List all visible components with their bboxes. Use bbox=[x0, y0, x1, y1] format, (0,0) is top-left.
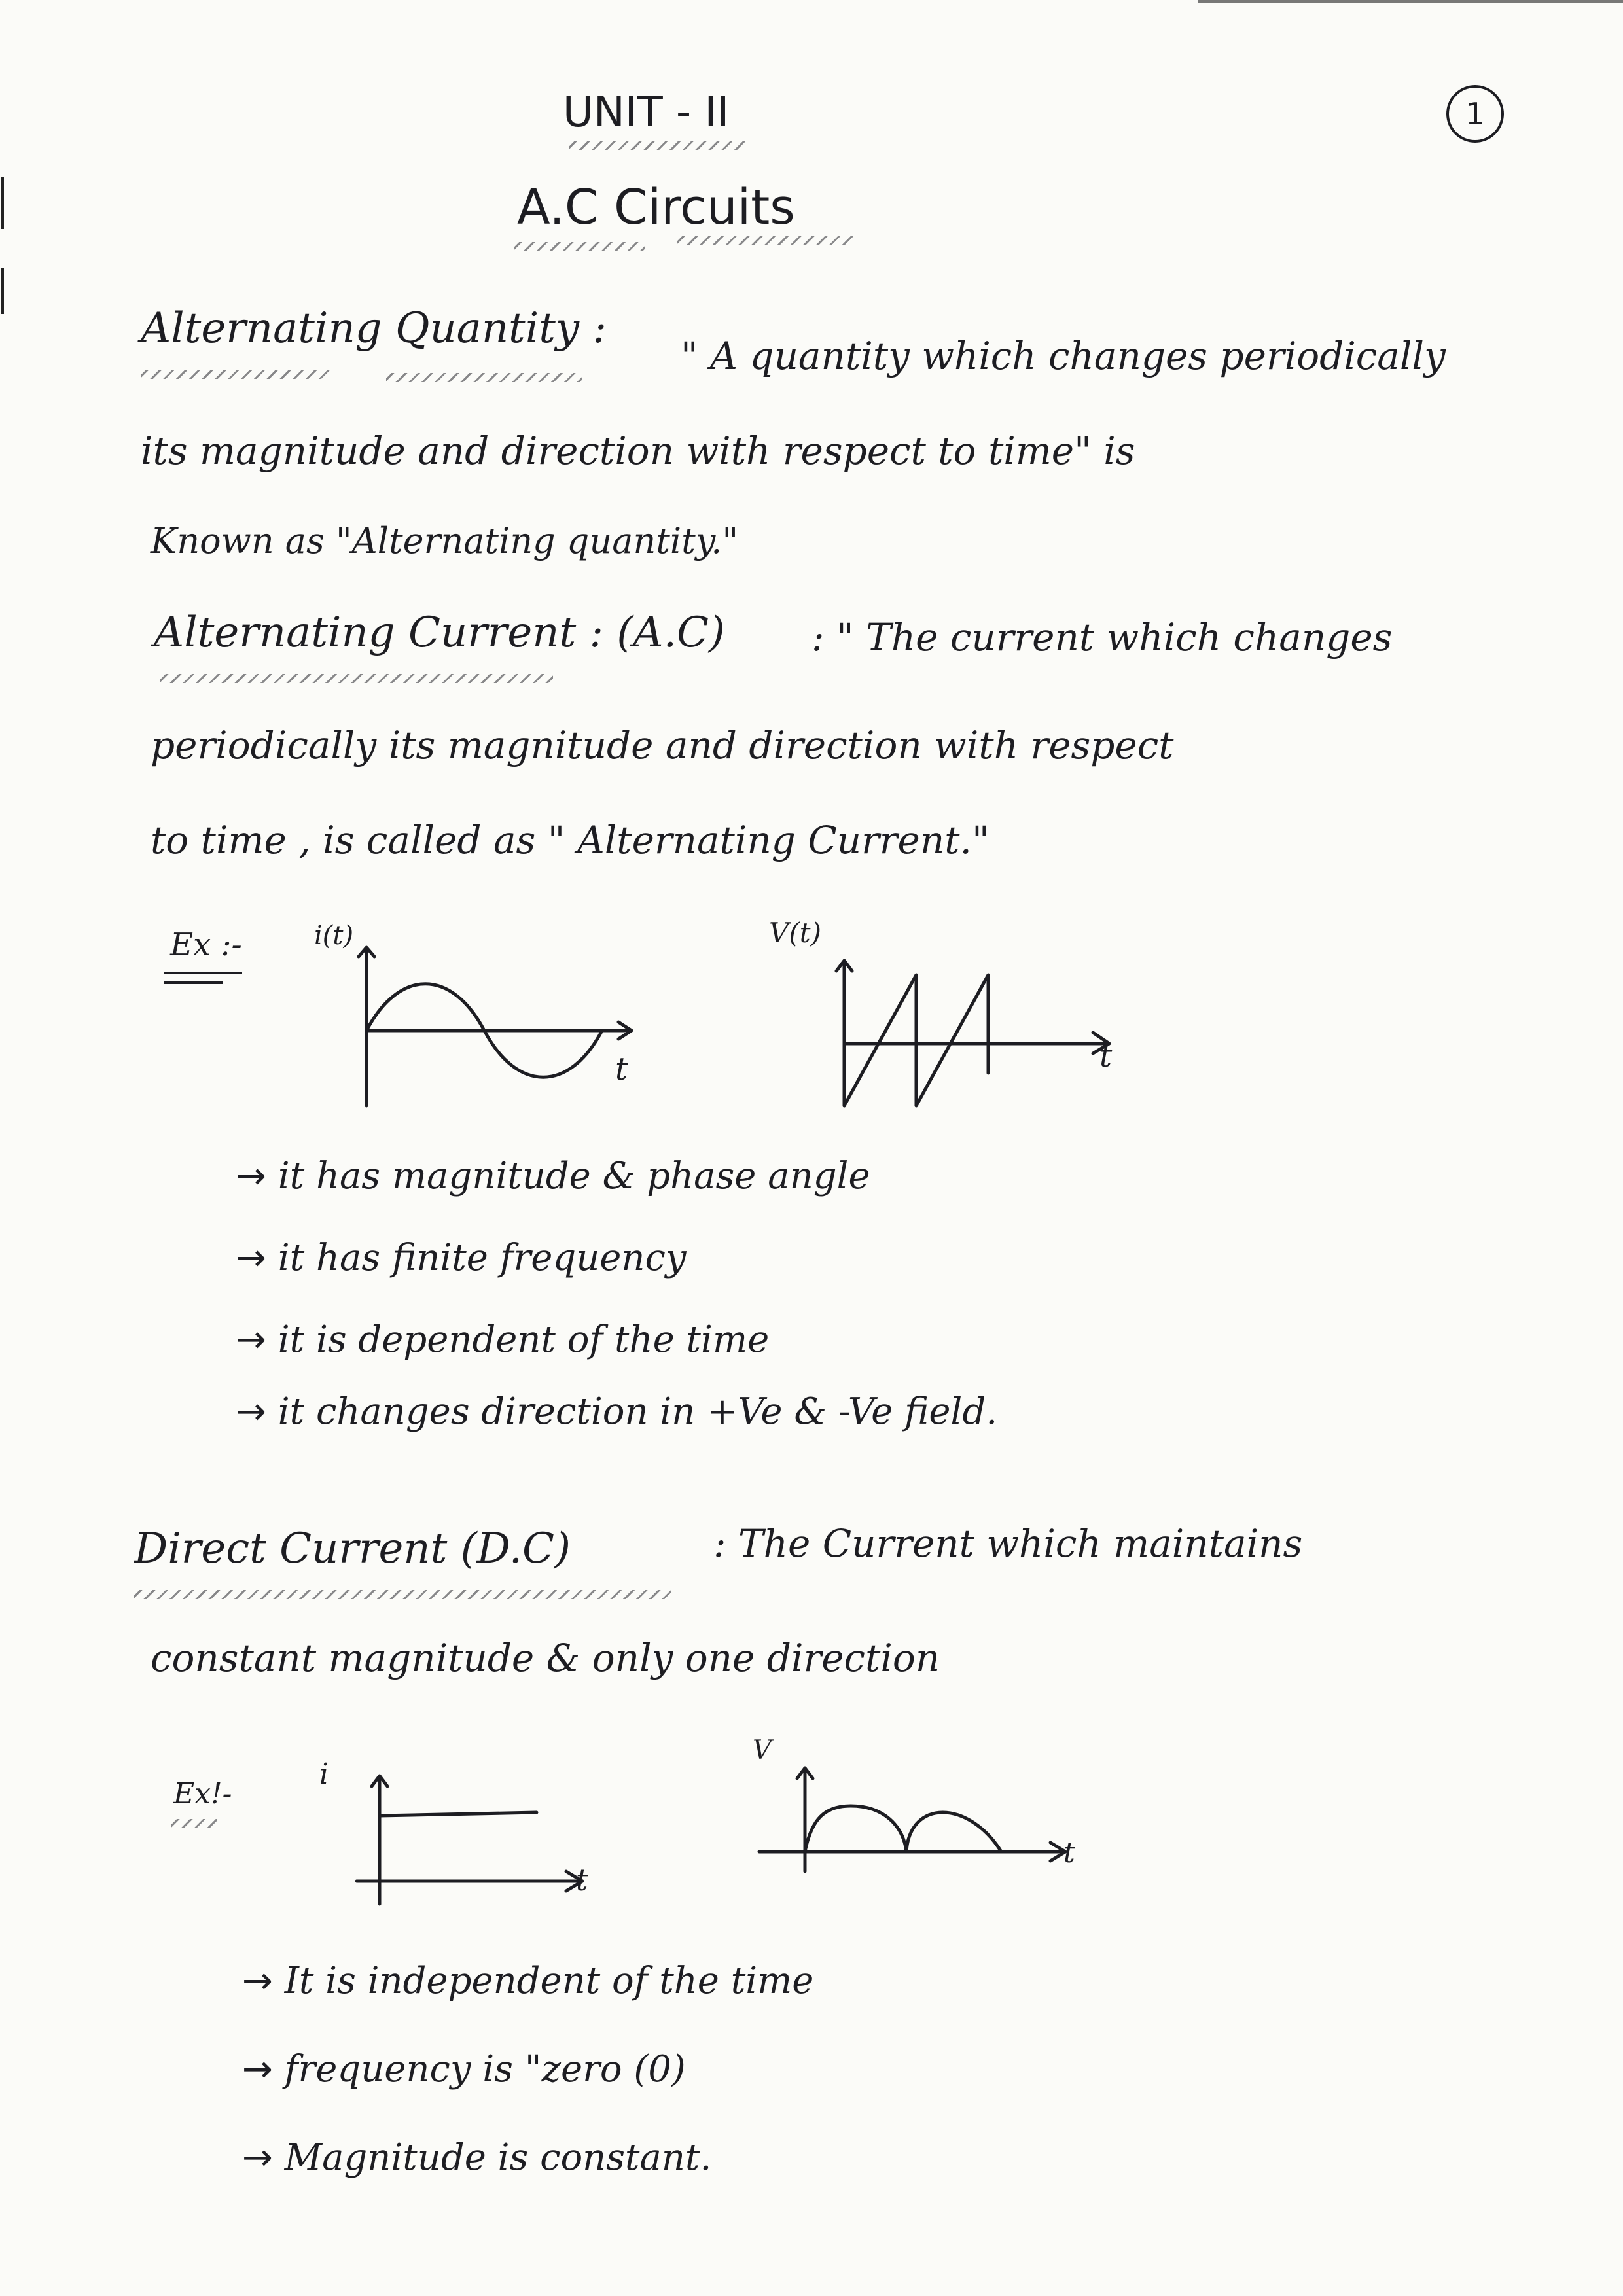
list-item: → Magnitude is constant. bbox=[242, 2136, 712, 2179]
graph2-ylabel: V(t) bbox=[769, 917, 821, 949]
graph3-ylabel: i bbox=[319, 1757, 329, 1791]
example-label-underline bbox=[164, 981, 223, 984]
arrow-icon: → bbox=[236, 1318, 266, 1361]
list-item: → it has magnitude & phase angle bbox=[236, 1155, 870, 1197]
example-label: Ex :- bbox=[170, 927, 242, 963]
example-label: Ex!- bbox=[173, 1777, 232, 1810]
definition-line: periodically its magnitude and direction with respect bbox=[151, 723, 1174, 768]
arrow-icon: → bbox=[236, 1155, 266, 1197]
term-underline bbox=[141, 370, 330, 379]
list-item: → frequency is "zero (0) bbox=[242, 2048, 686, 2091]
list-item: → It is independent of the time bbox=[242, 1960, 814, 2002]
list-item: → it has finite frequency bbox=[236, 1237, 687, 1279]
definition-line: Known as "Alternating quantity." bbox=[151, 520, 739, 561]
graph4-xlabel: t bbox=[1063, 1836, 1075, 1869]
term-underline bbox=[160, 674, 553, 683]
list-item: → it is dependent of the time bbox=[236, 1318, 770, 1361]
page-title: A.C Circuits bbox=[517, 179, 795, 236]
graph3-xlabel: t bbox=[576, 1862, 588, 1898]
graph1-xlabel: t bbox=[615, 1051, 628, 1087]
title-underline bbox=[677, 236, 854, 245]
definition-line: " A quantity which changes periodically bbox=[681, 334, 1446, 378]
arrow-icon: → bbox=[242, 2136, 273, 2179]
arrow-icon: → bbox=[236, 1237, 266, 1279]
arrow-icon: → bbox=[236, 1390, 266, 1433]
sine-wave-graph bbox=[353, 942, 654, 1112]
page-number-circle bbox=[1446, 85, 1504, 143]
graph4-ylabel: V bbox=[753, 1735, 772, 1765]
term-alternating-quantity: Alternating Quantity : bbox=[141, 304, 607, 353]
page-edge-mark bbox=[1, 268, 4, 314]
term-underline bbox=[134, 1590, 671, 1599]
term-underline bbox=[386, 373, 582, 382]
page-number: 1 bbox=[1465, 96, 1485, 132]
list-item: → it changes direction in +Ve & -Ve field. bbox=[236, 1390, 998, 1433]
example-label-underline bbox=[171, 1819, 217, 1828]
page-edge-mark bbox=[1198, 0, 1623, 3]
unit-heading: UNIT - II bbox=[563, 88, 730, 137]
unit-underline bbox=[569, 141, 746, 150]
arrow-icon: → bbox=[242, 1960, 273, 2002]
term-direct-current: Direct Current (D.C) bbox=[134, 1525, 571, 1573]
graph1-ylabel: i(t) bbox=[314, 921, 354, 951]
pulsating-dc-graph bbox=[753, 1760, 1080, 1878]
title-underline bbox=[514, 242, 645, 251]
definition-line: constant magnitude & only one direction bbox=[151, 1636, 940, 1680]
page-edge-mark bbox=[1, 177, 4, 229]
graph2-xlabel: t bbox=[1099, 1038, 1113, 1074]
triangular-wave-graph bbox=[831, 955, 1132, 1125]
example-label-underline bbox=[164, 972, 242, 974]
definition-line: to time , is called as " Alternating Current." bbox=[151, 818, 990, 862]
definition-line: : The Current which maintains bbox=[713, 1521, 1303, 1566]
term-alternating-current: Alternating Current : (A.C) bbox=[154, 609, 725, 657]
definition-line: : " The current which changes bbox=[812, 615, 1393, 660]
definition-line: its magnitude and direction with respect to time" is bbox=[141, 429, 1135, 473]
arrow-icon: → bbox=[242, 2048, 273, 2091]
